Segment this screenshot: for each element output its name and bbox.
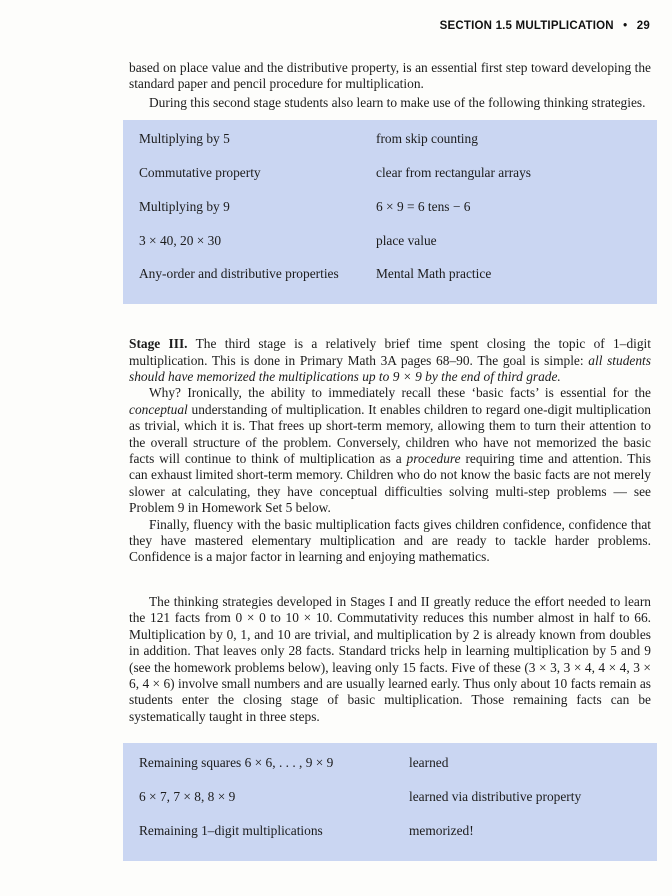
stage-three-label: Stage III. [129,336,188,352]
strategy-cell: Multiplying by 5 [139,131,230,147]
running-head [440,20,650,32]
why-emphasis-procedure: procedure [406,451,461,467]
method-cell: learned via distributive property [409,789,582,805]
fact-reduction-paragraph: The thinking strategies developed in Stages I and II greatly reduce the effort needed to learn the 121 facts from 0 × 0 to 10 × 10. Commutativity reduces this number almost in half to 66. Multiplication by 0, 1, and 10 are trivial, and multiplication by 2 is already known from doubles in addition. That leaves only 28 facts. Standard tricks help in learning multiplication by 5 and 9 (see the homework problems below), leaving only 15 facts. Five of these (3 × 3, 3 × 4, 4 × 4, 3 × 6, 4 × 6) involve small numbers and are usually learned early. Thus only about 10 facts remain as students enter the closing stage of basic multiplication. Those remaining facts can be systematically taught in three steps. [129,593,651,724]
closing-steps-table [123,743,657,861]
source-cell: from skip counting [376,131,478,147]
why-paragraph [129,385,651,516]
page-number: 29 [636,20,650,32]
stage-three-goal: all students should have memorized the multiplications up to 9 × 9 by the end of third grade. [129,352,651,385]
method-cell: learned [409,755,449,771]
stage-three-text: The third stage is a relatively brief time spent closing the topic of 1–digit multiplication. This is done in Primary Math 3A pages 68–90. The goal is simple: [129,336,651,368]
strategy-cell: Multiplying by 9 [139,198,230,214]
source-cell: 6 × 9 = 6 tens − 6 [376,198,471,214]
source-cell: place value [376,232,437,248]
method-cell: memorized! [409,823,474,839]
strategy-cell: Commutative property [139,165,261,181]
table-row [123,131,657,165]
stage-three-paragraph [129,336,651,385]
why-text-c: requiring time and attention. This can exhaust limited short-term memory. Children who do not know the basic facts are not merely slower at calculating, they have conceptual difficulties solving multi-step problems — see Problem 9 in Homework Set 5 below. [129,451,651,516]
facts-cell: 6 × 7, 7 × 8, 8 × 9 [139,789,236,805]
table-row [123,823,657,857]
table-row [123,199,657,233]
page-body [129,60,651,861]
why-emphasis-conceptual: conceptual [129,401,188,417]
table-row [123,266,657,300]
finally-paragraph: Finally, fluency with the basic multiplication facts gives children confidence, confidence that they have mastered elementary multiplication and are ready to tackle harder problems. Confidence is a major factor in learning and enjoying mathematics. [129,516,651,565]
table-row [123,755,657,789]
why-text-b: understanding of multiplication. It enables children to regard one-digit multiplication as trivial, which it is. That frees up short-term memory, allowing them to turn their attention to the overall structure of the problem. Conversely, children who have not memorized the basic facts will continue to think of multiplication as a [129,401,651,467]
table-row [123,233,657,267]
strategy-cell: Any-order and distributive properties [139,266,339,282]
facts-cell: Remaining squares 6 × 6, . . . , 9 × 9 [139,755,334,771]
section-title: SECTION 1.5 MULTIPLICATION [439,20,614,32]
table-row [123,789,657,823]
source-cell: Mental Math practice [376,266,492,282]
strategy-cell: 3 × 40, 20 × 30 [139,232,222,248]
strategies-intro-paragraph: During this second stage students also learn to make use of the following thinking strategies. [149,94,646,110]
bullet-separator: • [623,20,628,32]
facts-cell: Remaining 1–digit multiplications [139,823,323,839]
table-row [123,165,657,199]
why-text-a: Why? Ironically, the ability to immediately recall these ‘basic facts’ is essential for the [149,385,651,401]
intro-paragraph: based on place value and the distributive property, is an essential first step toward developing the standard paper and pencil procedure for multiplication. [129,60,651,92]
source-cell: clear from rectangular arrays [376,165,532,181]
thinking-strategies-table [123,120,657,304]
